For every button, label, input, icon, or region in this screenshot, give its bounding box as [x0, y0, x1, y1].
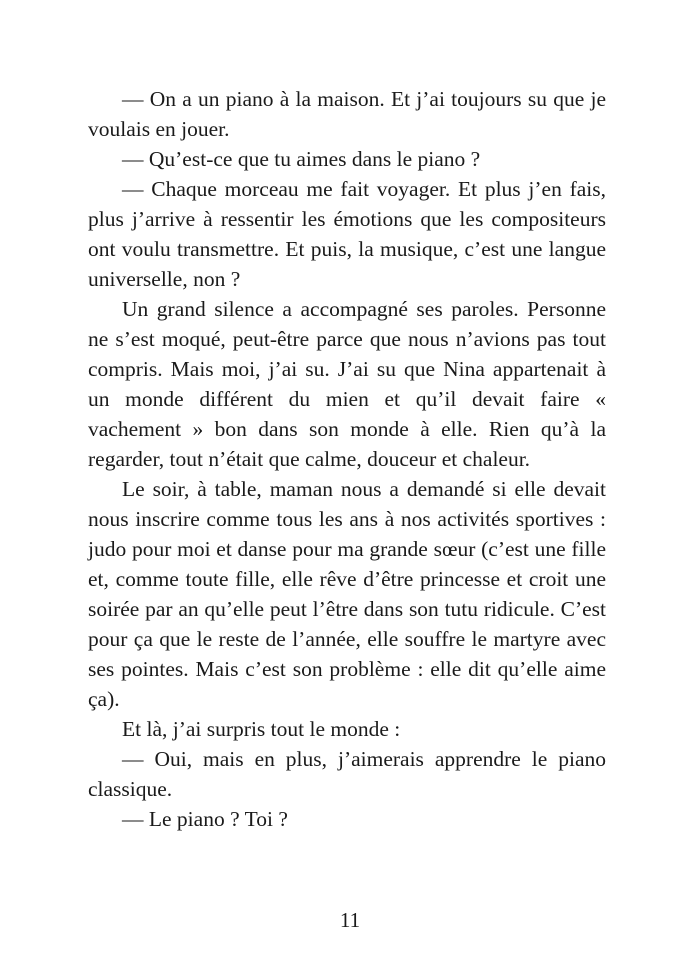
paragraph-2: — Qu’est-ce que tu aimes dans le piano ? [122, 147, 481, 171]
page-number: 11 [339, 908, 361, 932]
paragraph-4: Un grand silence a accompagné ses paroles. Personne ne s’est moqué, peut-être parce que nous n’avions pas tout compris. Mais moi, j’ai su. J’ai su que Nina appartenait à un monde différent du mien et qu’il devait faire « vachement » bon dans son monde à elle. Rien qu’à la regarder, tout n’était que calme, douceur et chaleur. [88, 297, 606, 471]
paragraph-3: — Chaque morceau me fait voyager. Et plus j’en fais, plus j’arrive à ressentir les émotions que les compositeurs ont voulu transmettre. Et puis, la musique, c’est une langue universelle, non ? [88, 177, 606, 291]
paragraph-5: Le soir, à table, maman nous a demandé si elle devait nous inscrire comme tous les ans à nos activités sportives : judo pour moi et danse pour ma grande sœur (c’est une fille et, comme toute fille, elle rêve d’être princesse et croit une soirée par an qu’elle peut l’être dans son tutu ridicule. C’est pour ça que le reste de l’année, elle souffre le martyre avec ses pointes. Mais c’est son problème : elle dit qu’elle aime ça). [88, 477, 606, 711]
body-text [88, 84, 606, 834]
paragraph-1: — On a un piano à la maison. Et j’ai toujours su que je voulais en jouer. [88, 87, 606, 141]
paragraph-6: Et là, j’ai surpris tout le monde : [122, 717, 401, 741]
paragraph-8: — Le piano ? Toi ? [122, 807, 288, 831]
paragraph-7: — Oui, mais en plus, j’aimerais apprendre le piano classique. [88, 747, 606, 801]
